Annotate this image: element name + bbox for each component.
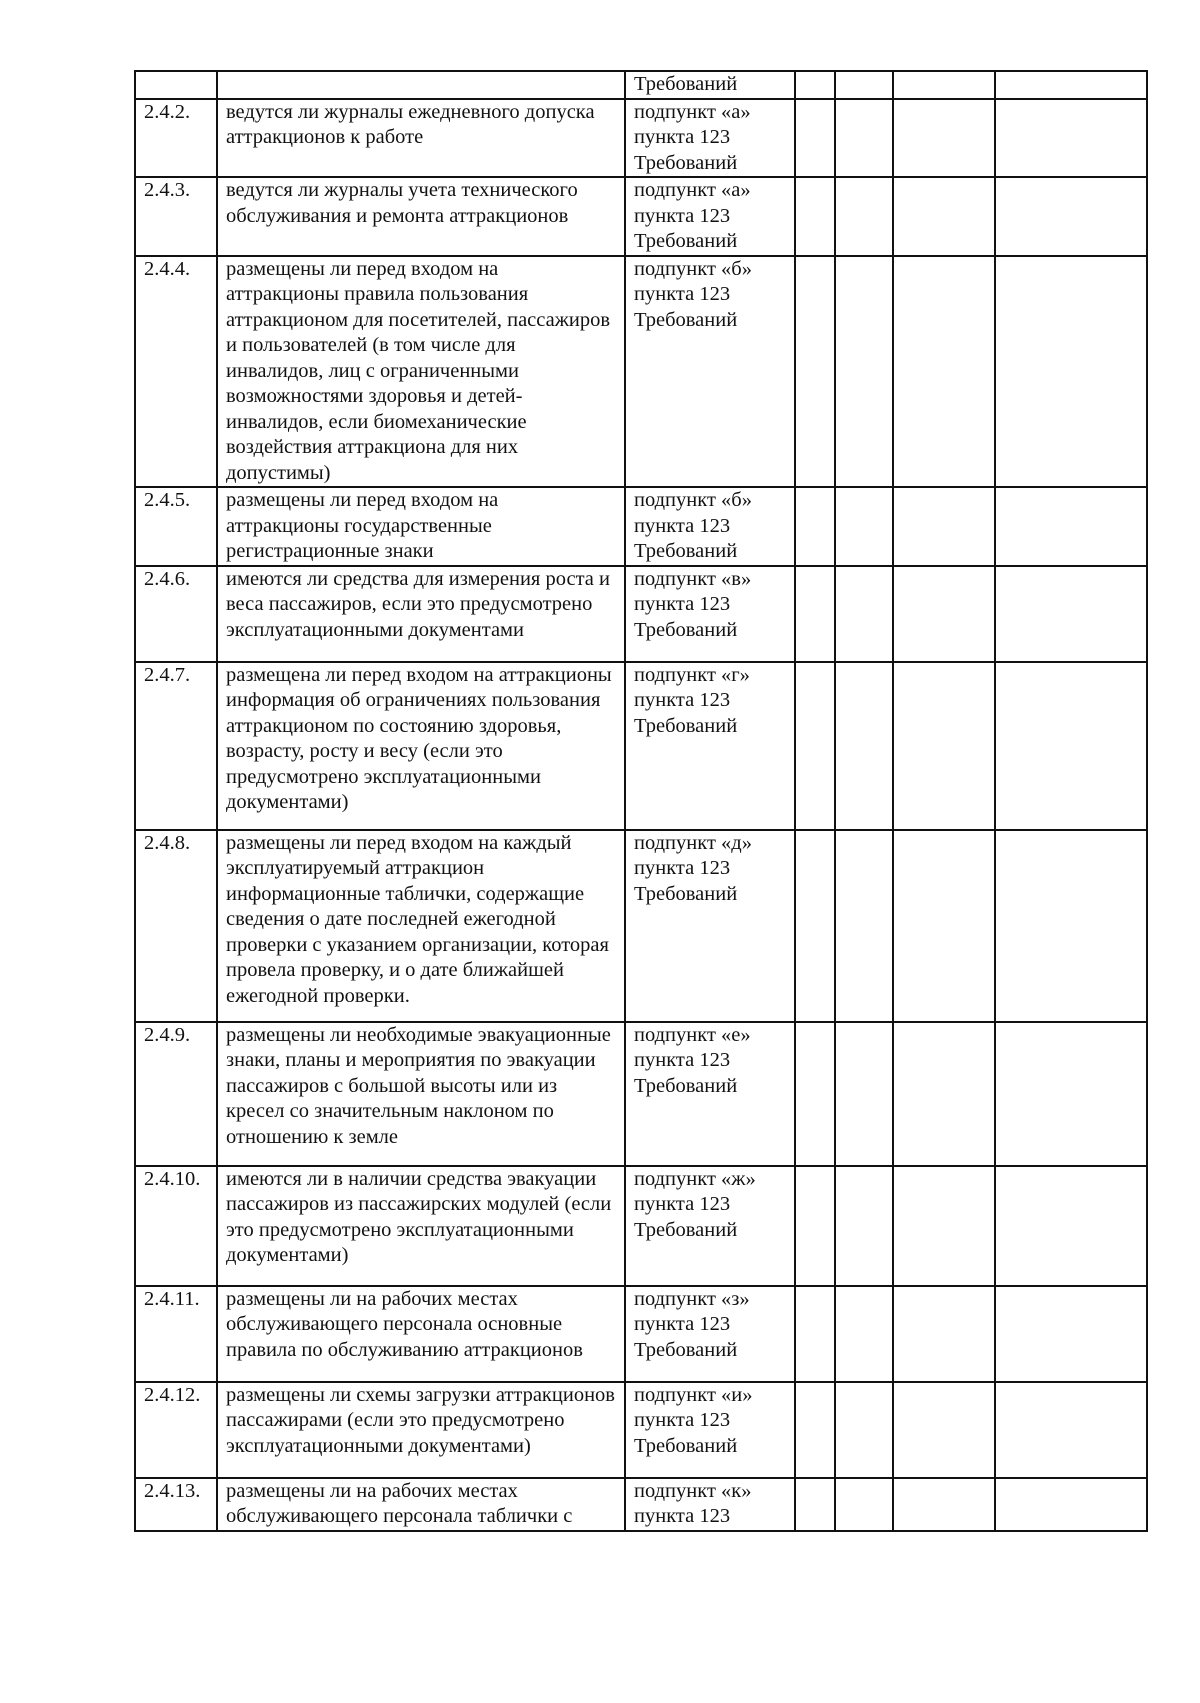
row-number-cell: 2.4.10. [135,1166,217,1286]
notes-cell [995,1166,1147,1286]
notes-cell [995,177,1147,256]
reference-line: подпункт «а» [634,179,751,201]
answer-no-cell [835,1022,893,1166]
reference-line: Требований [634,73,738,95]
question-cell: размещены ли на рабочих местах обслуживающего персонала таблички с [217,1478,625,1531]
reference-line: Требований [634,714,738,737]
reference-line: Требований [634,1338,738,1361]
question-cell: размещены ли перед входом на аттракционы правила пользования аттракционом для посетителей, пассажиров и пользователей (в том числе для инвалидов, лиц с ограниченными возможностями здоровья и детей-инвалидов, если биомеханические воздействия аттракциона для них допустимы) [217,256,625,488]
reference-line: подпункт «в» [634,567,752,590]
notes-cell [995,71,1147,99]
notes-cell [995,487,1147,566]
notes-cell [995,1382,1147,1478]
requirement-reference-cell [625,566,795,662]
table-row [135,99,1147,178]
answer-not-applicable-cell [893,1382,995,1478]
reference-line: пункта 123 [634,1313,731,1335]
requirement-reference-cell [625,1382,795,1478]
checklist-body [135,71,1147,1531]
question-cell: ведутся ли журналы учета технического обслуживания и ремонта аттракционов [217,177,625,256]
answer-not-applicable-cell [893,256,995,488]
row-number-cell: 2.4.4. [135,256,217,488]
answer-yes-cell [795,1382,835,1478]
answer-yes-cell [795,1286,835,1382]
answer-yes-cell [795,566,835,662]
reference-line: подпункт «б» [634,489,752,511]
answer-yes-cell [795,830,835,1022]
answer-yes-cell [795,1022,835,1166]
notes-cell [995,662,1147,830]
row-number-cell: 2.4.8. [135,830,217,1022]
reference-line: пункта 123 [634,283,731,305]
reference-line: пункта 123 [634,1409,731,1431]
reference-line: Требований [634,882,738,905]
answer-yes-cell [795,487,835,566]
answer-no-cell [835,1286,893,1382]
answer-not-applicable-cell [893,177,995,256]
answer-yes-cell [795,256,835,488]
reference-line: подпункт «ж» [634,1167,756,1190]
answer-no-cell [835,177,893,256]
table-row [135,662,1147,830]
answer-no-cell [835,256,893,488]
question-cell: имеются ли средства для измерения роста и веса пассажиров, если это предусмотрено эксплуатационными документами [217,566,625,662]
table-row [135,566,1147,662]
table-row [135,487,1147,566]
notes-cell [995,1478,1147,1531]
reference-line: подпункт «к» [634,1479,752,1502]
row-number-cell: 2.4.2. [135,99,217,178]
requirement-reference-cell [625,830,795,1022]
question-cell: размещены ли схемы загрузки аттракционов пассажирами (если это предусмотрено эксплуатационными документами) [217,1382,625,1478]
answer-not-applicable-cell [893,1478,995,1531]
notes-cell [995,1286,1147,1382]
answer-not-applicable-cell [893,830,995,1022]
answer-not-applicable-cell [893,1286,995,1382]
requirement-reference-cell [625,1286,795,1382]
answer-yes-cell [795,99,835,178]
reference-line: Требований [634,151,738,174]
notes-cell [995,830,1147,1022]
requirement-reference-cell [625,662,795,830]
answer-no-cell [835,566,893,662]
requirement-reference-cell [625,487,795,566]
reference-line: пункта 123 [634,689,731,711]
reference-line: пункта 123 [634,514,731,537]
reference-line: подпункт «з» [634,1287,750,1310]
answer-no-cell [835,830,893,1022]
requirement-reference-cell [625,1166,795,1286]
table-row [135,1166,1147,1286]
row-number-cell [135,71,217,99]
table-row [135,1022,1147,1166]
row-number-cell: 2.4.5. [135,487,217,566]
answer-not-applicable-cell [893,1166,995,1286]
reference-line: пункта 123 [634,1049,731,1071]
reference-line: Требований [634,230,738,252]
table-row [135,1382,1147,1478]
question-cell: размещена ли перед входом на аттракционы информация об ограничениях пользования аттракционом по состоянию здоровья, возрасту, росту и весу (если это предусмотрено эксплуатационными документами) [217,662,625,830]
reference-line: Требований [634,1074,738,1097]
row-number-cell: 2.4.7. [135,662,217,830]
answer-yes-cell [795,71,835,99]
answer-no-cell [835,662,893,830]
reference-line: подпункт «д» [634,831,752,854]
answer-yes-cell [795,177,835,256]
reference-line: подпункт «а» [634,100,751,123]
reference-line: пункта 123 [634,1505,731,1527]
reference-line: подпункт «г» [634,663,750,686]
row-number-cell: 2.4.3. [135,177,217,256]
checklist-table [134,70,1148,1532]
answer-no-cell [835,1382,893,1478]
notes-cell [995,1022,1147,1166]
notes-cell [995,99,1147,178]
answer-no-cell [835,1478,893,1531]
requirement-reference-cell [625,99,795,178]
answer-yes-cell [795,1166,835,1286]
answer-no-cell [835,1166,893,1286]
table-row [135,1478,1147,1531]
notes-cell [995,256,1147,488]
reference-line: Требований [634,618,738,641]
answer-yes-cell [795,662,835,830]
question-cell: имеются ли в наличии средства эвакуации пассажиров из пассажирских модулей (если это предусмотрено эксплуатационными документами) [217,1166,625,1286]
reference-line: пункта 123 [634,593,731,615]
row-number-cell: 2.4.6. [135,566,217,662]
row-number-cell: 2.4.12. [135,1382,217,1478]
answer-not-applicable-cell [893,71,995,99]
row-number-cell: 2.4.11. [135,1286,217,1382]
reference-line: Требований [634,1434,738,1457]
requirement-reference-cell [625,71,795,99]
answer-not-applicable-cell [893,662,995,830]
answer-no-cell [835,99,893,178]
requirement-reference-cell [625,256,795,488]
reference-line: пункта 123 [634,126,731,148]
reference-line: пункта 123 [634,1193,731,1215]
reference-line: Требований [634,1218,738,1241]
answer-not-applicable-cell [893,487,995,566]
reference-line: пункта 123 [634,204,731,227]
answer-no-cell [835,71,893,99]
requirement-reference-cell [625,1022,795,1166]
table-row [135,256,1147,488]
reference-line: пункта 123 [634,857,731,879]
answer-not-applicable-cell [893,1022,995,1166]
table-row [135,177,1147,256]
answer-not-applicable-cell [893,99,995,178]
table-row [135,830,1147,1022]
reference-line: подпункт «и» [634,1383,753,1406]
row-number-cell: 2.4.9. [135,1022,217,1166]
reference-line: Требований [634,308,738,331]
table-row [135,1286,1147,1382]
reference-line: подпункт «б» [634,257,752,280]
reference-line: подпункт «е» [634,1023,751,1046]
answer-yes-cell [795,1478,835,1531]
requirement-reference-cell [625,1478,795,1531]
requirement-reference-cell [625,177,795,256]
answer-no-cell [835,487,893,566]
question-cell [217,71,625,99]
row-number-cell: 2.4.13. [135,1478,217,1531]
question-cell: размещены ли необходимые эвакуационные знаки, планы и мероприятия по эвакуации пассажиров с большой высоты или из кресел со значительным наклоном по отношению к земле [217,1022,625,1166]
reference-line: Требований [634,540,738,562]
question-cell: размещены ли на рабочих местах обслуживающего персонала основные правила по обслуживанию аттракционов [217,1286,625,1382]
table-row-continued [135,71,1147,99]
answer-not-applicable-cell [893,566,995,662]
question-cell: размещены ли перед входом на аттракционы государственные регистрационные знаки [217,487,625,566]
notes-cell [995,566,1147,662]
question-cell: размещены ли перед входом на каждый эксплуатируемый аттракцион информационные таблички, содержащие сведения о дате последней ежегодной проверки с указанием организации, которая провела проверку, и о дате ближайшей ежегодной проверки. [217,830,625,1022]
question-cell: ведутся ли журналы ежедневного допуска аттракционов к работе [217,99,625,178]
